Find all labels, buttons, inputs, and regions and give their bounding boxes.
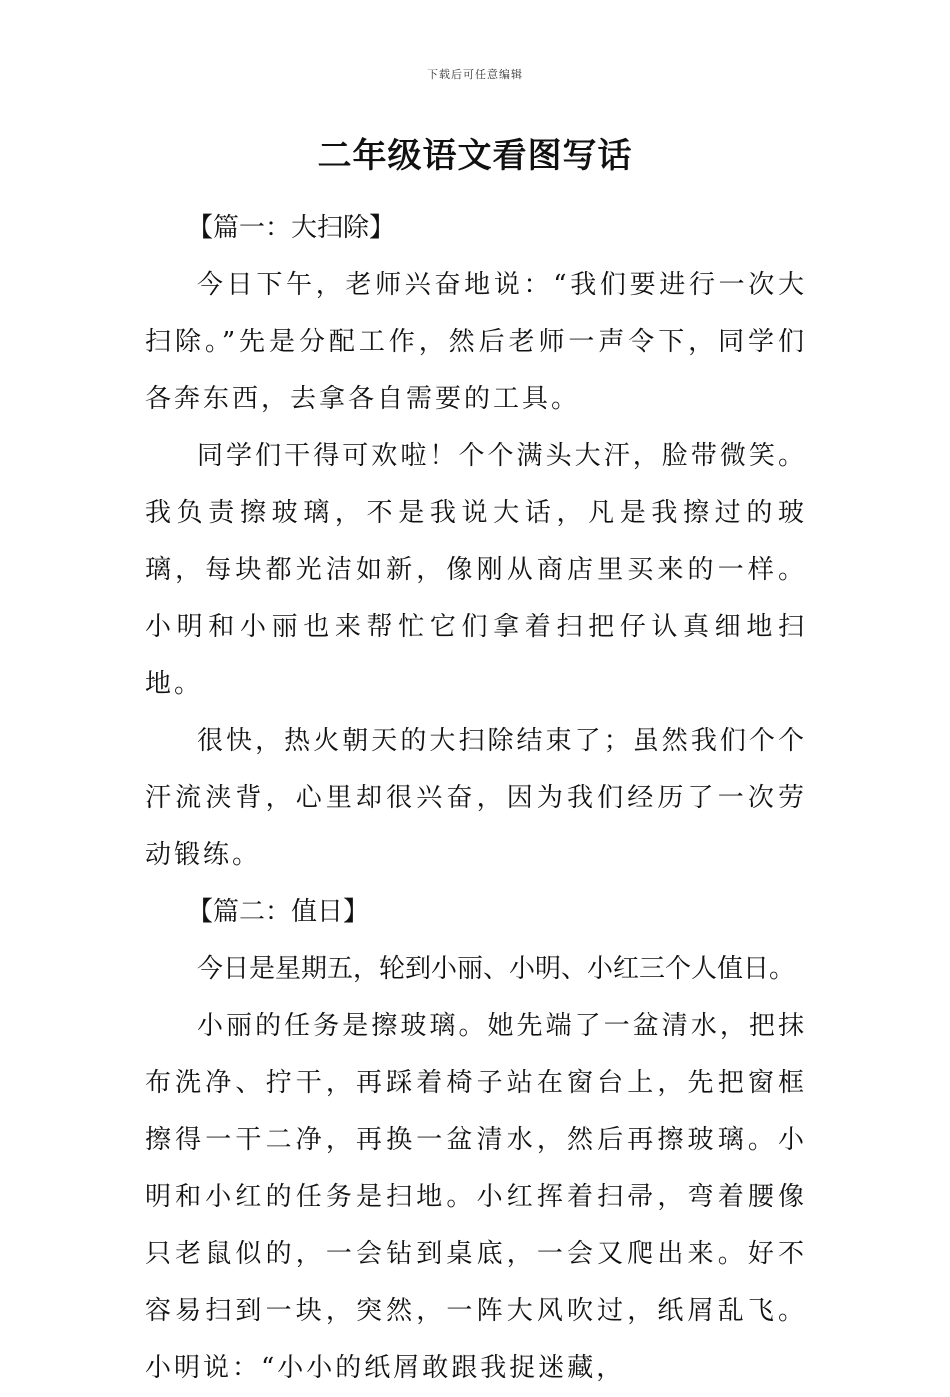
paragraph: 今日下午，老师兴奋地说：“我们要进行一次大扫除。”先是分配工作，然后老师一声令下，同学们各奔东西，去拿各自需要的工具。 <box>145 270 807 414</box>
document-body <box>145 200 807 1397</box>
section-heading-1: 【篇一：大扫除】 <box>187 213 396 243</box>
document-title: 二年级语文看图写话 <box>317 136 633 176</box>
paragraph: 小丽的任务是擦玻璃。她先端了一盆清水，把抹布洗净、拧干，再踩着椅子站在窗台上，先把窗框擦得一干二净，再换一盆清水，然后再擦玻璃。小明和小红的任务是扫地。小红挥着扫帚，弯着腰像只老鼠似的，一会钻到桌底，一会又爬出来。好不容易扫到一块，突然，一阵大风吹过，纸屑乱飞。小明说：“小小的纸屑敢跟我捉迷藏， <box>145 1011 807 1383</box>
paragraph: 今日是星期五，轮到小丽、小明、小红三个人值日。 <box>197 954 796 984</box>
paragraph: 很快，热火朝天的大扫除结束了；虽然我们个个汗流浃背，心里却很兴奋，因为我们经历了一次劳动锻练。 <box>145 726 807 870</box>
header-note: 下载后可任意编辑 <box>427 68 523 81</box>
section-heading-2: 【篇二：值日】 <box>187 897 370 927</box>
paragraph: 同学们干得可欢啦！个个满头大汗，脸带微笑。我负责擦玻璃，不是我说大话，凡是我擦过的玻璃，每块都光洁如新，像刚从商店里买来的一样。小明和小丽也来帮忙它们拿着扫把仔认真细地扫地。 <box>145 441 807 699</box>
